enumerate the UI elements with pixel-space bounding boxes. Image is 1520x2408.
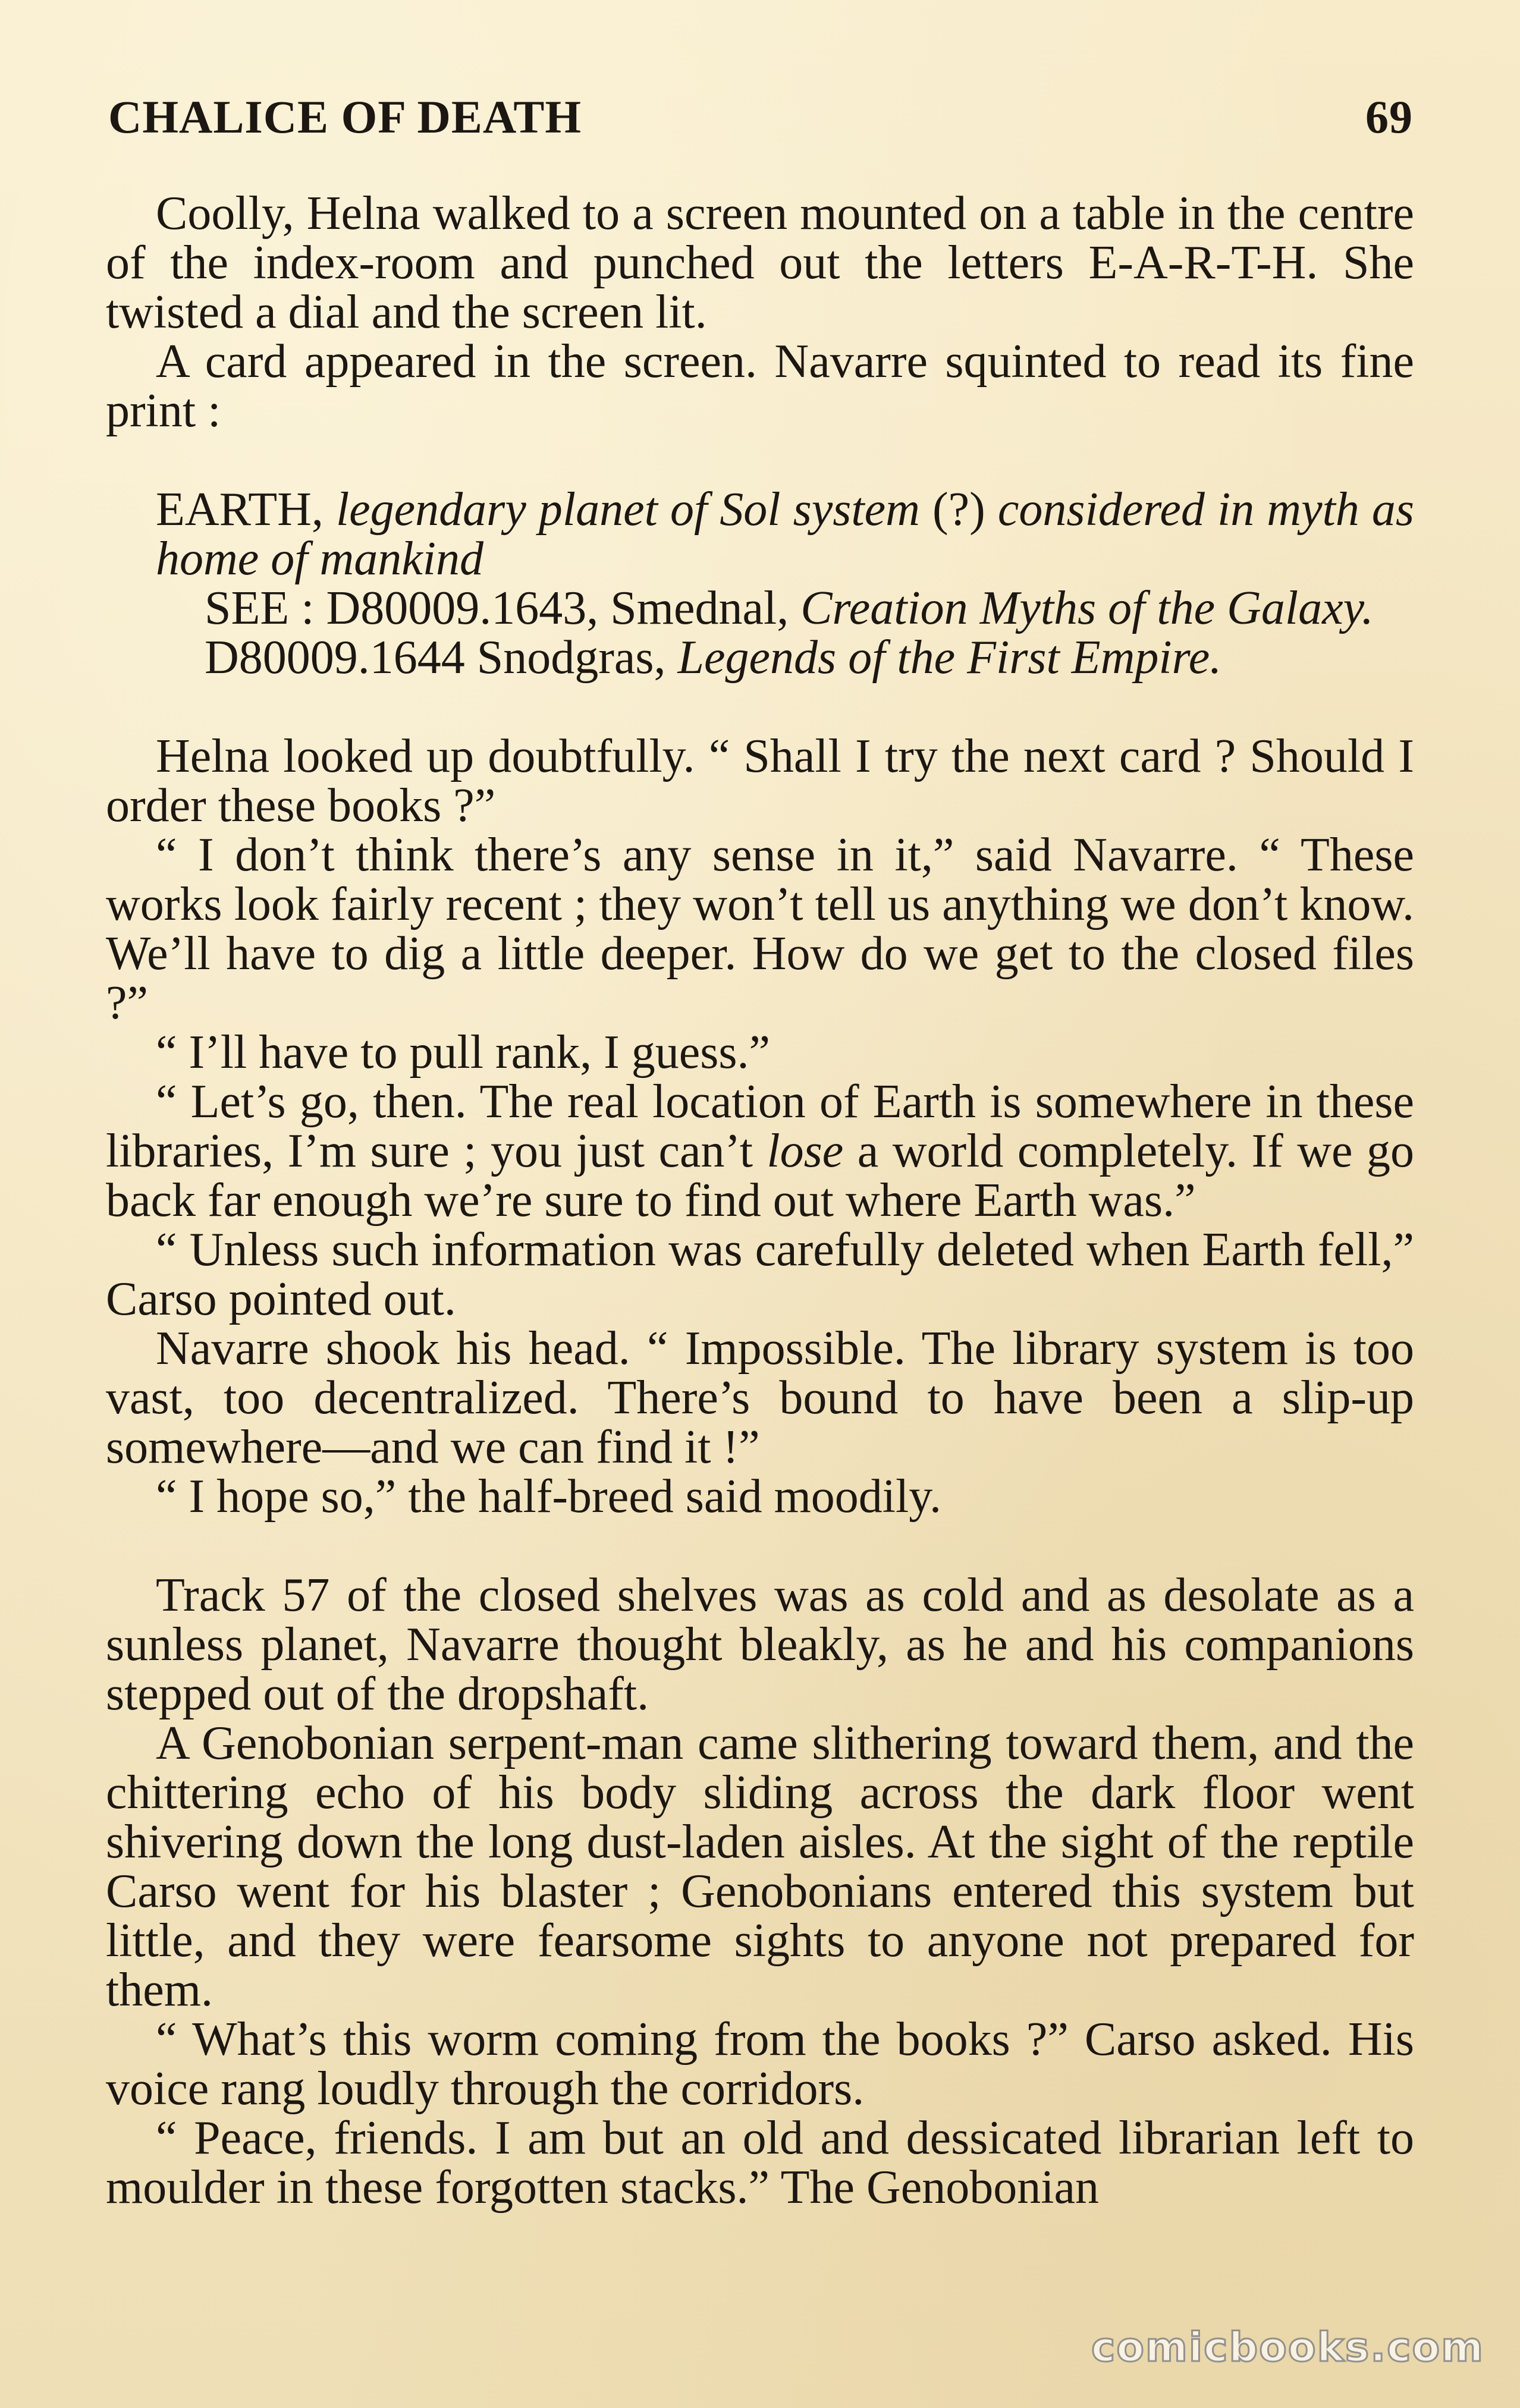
paragraph [106,1077,1414,1225]
entry-see-line [106,584,1414,633]
paragraph: “ Peace, friends. I am but an old and dessicated librarian left to moulder in these forgotten stacks.” The Genobonian [106,2112,1414,2214]
entry-earth-question: (?) [932,483,985,536]
paragraph: “ What’s this worm coming from the books ?” Carso asked. His voice rang loudly through the corridors. [106,2013,1414,2115]
watermark: comicbooks.com [1091,2324,1484,2371]
paragraph: Coolly, Helna walked to a screen mounted on a table in the centre of the index-room and punched out the letters E-A-R-T-H. She twisted a dial and the screen lit. [106,187,1414,338]
paragraph: “ I hope so,” the half-breed said moodily. [156,1470,942,1523]
entry-see-ref: SEE : D80009.1643, Smednal, [205,582,789,634]
entry-earth-desc2: considered in myth as home of mankind [156,483,1415,585]
paragraph: Navarre shook his head. “ Impossible. The library system is too vast, too decentralized. There’s bound to have been a slip-up somewhere—and we can find it !” [106,1322,1414,1473]
emphasis-lose: lose [767,1125,844,1177]
paragraph-part: a world completely. If we go back far enough we’re sure to find out where Earth was.” [106,1125,1415,1227]
paragraph: “ I’ll have to pull rank, I guess.” [156,1026,771,1079]
paragraph: “ Unless such information was carefully deleted when Earth fell,” Carso pointed out. [106,1224,1414,1325]
paragraph: Helna looked up doubtfully. “ Shall I try the next card ? Should I order these books ?” [106,730,1414,832]
running-title: CHALICE OF DEATH [108,91,582,143]
paragraph: A card appeared in the screen. Navarre squinted to read its fine print : [106,335,1414,437]
page-number: 69 [1365,91,1413,143]
entry-see-title: Creation Myths of the Galaxy. [800,582,1374,634]
paragraph: A Genobonian serpent-man came slithering toward them, and the chittering echo of his body sliding across the dark floor went shivering down the long dust-laden aisles. At the sight of the reptile Carso went for his blaster ; Genobonians entered this system but little, and they were fearsome sights to anyone not prepared for them. [106,1717,1414,2016]
entry-see2-title: Legends of the First Empire. [677,631,1222,684]
entry-see2-line [106,633,1414,683]
page-body [106,189,1414,2212]
index-card-entry [106,485,1414,683]
section-break [106,1521,1414,1571]
entry-see2-ref: D80009.1644 Snodgras, [205,631,666,684]
running-header [108,90,1413,156]
paragraph: “ I don’t think there’s any sense in it,” said Navarre. “ These works look fairly recent ; they won’t tell us anything we don’t know. We’ll have to dig a little deeper. How do we get to the closed files ?” [106,829,1414,1029]
paragraph: Track 57 of the closed shelves was as cold and as desolate as a sunless planet, Navarre thought bleakly, as he and his companions stepped out of the dropshaft. [106,1569,1414,1720]
entry-earth-line [106,485,1414,584]
entry-earth-desc1: legendary planet of Sol system [335,483,920,536]
paragraph-part: “ Let’s go, then. The real location of Earth is somewhere in these libraries, I’m sure ; you just can’t [106,1076,1414,1177]
entry-earth-word: EARTH, [156,483,324,536]
